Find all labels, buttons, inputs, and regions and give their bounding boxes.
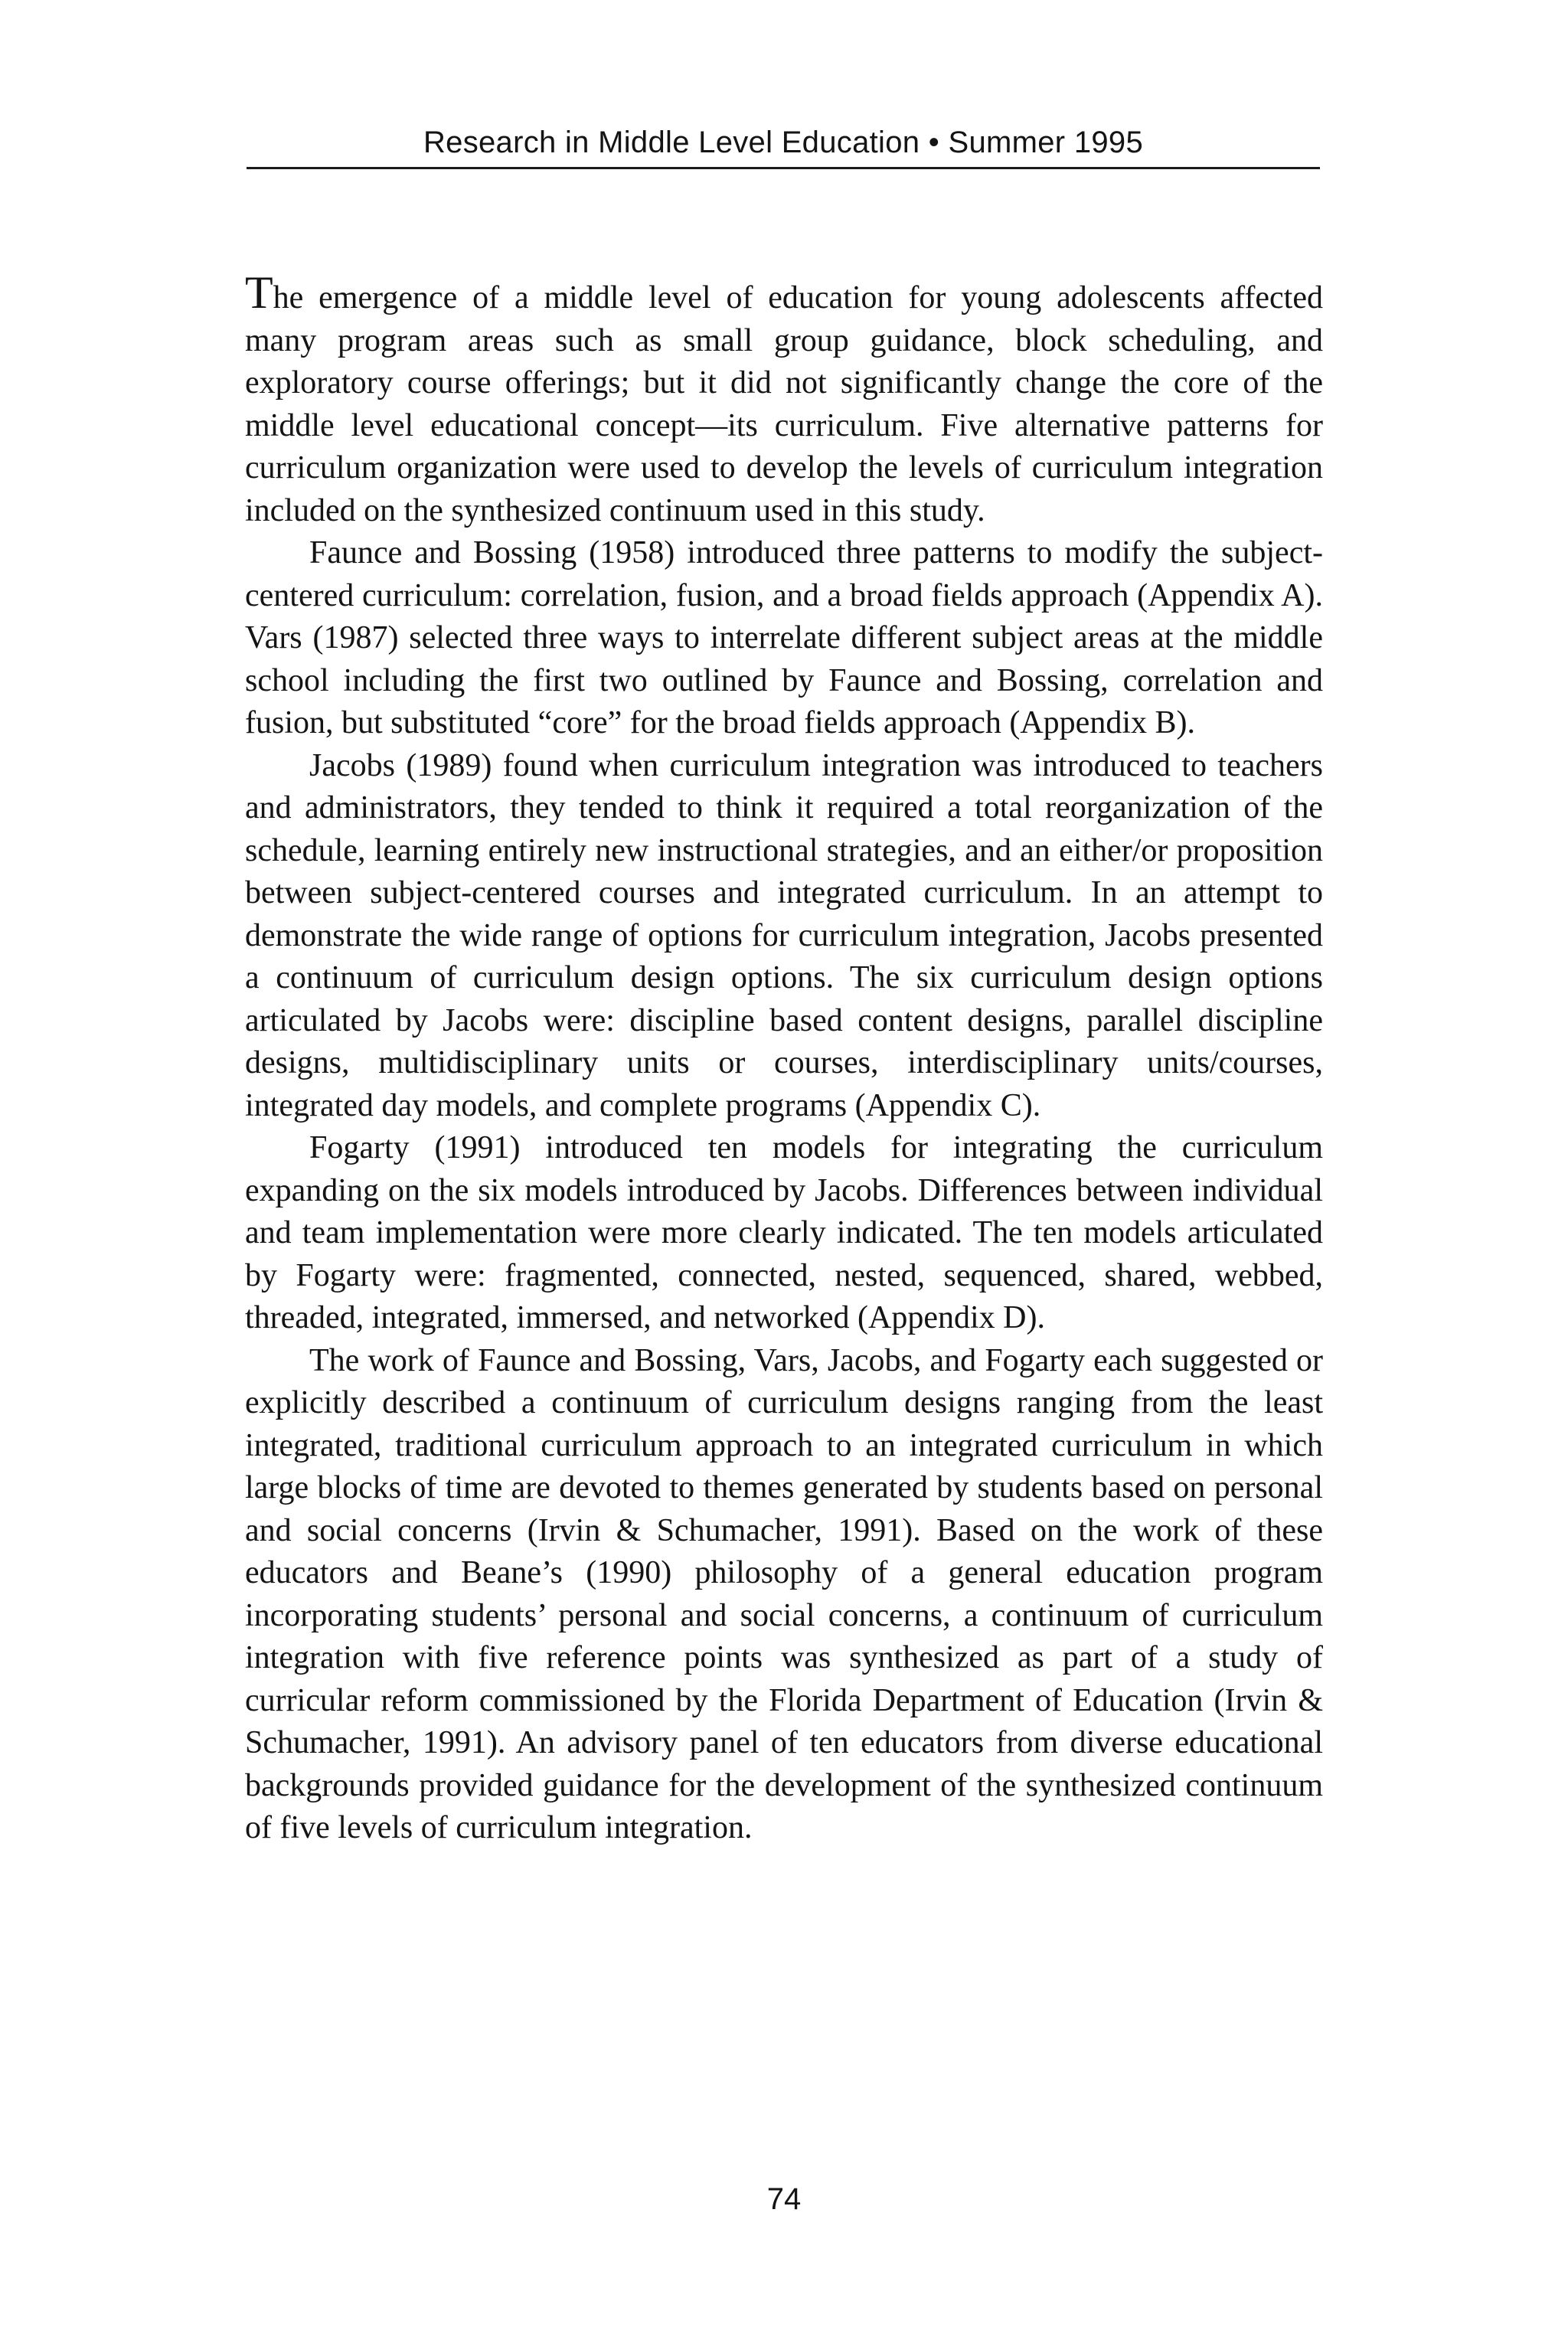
paragraph-3: Jacobs (1989) found when curriculum integration was introduced to teachers and administrators, they tended to think it required a total reorganization of the schedule, learning entirely new instructional strategies, and an either/or proposition between subject-centered courses and integrated curriculum. In an attempt to demonstrate the wide range of options for curriculum integration, Jacobs presented a continuum of curriculum design options. The six curriculum design options articulated by Jacobs were: discipline based content designs, parallel discipline designs, multidisciplinary units or courses, interdisciplinary units/courses, integrated day models, and complete programs (Appendix C). bbox=[245, 747, 1323, 1123]
paragraph-5: The work of Faunce and Bossing, Vars, Jacobs, and Fogarty each suggested or explicitly described a continuum of curriculum designs ranging from the least integrated, traditional curriculum approach to an integrated curriculum in which large blocks of time are devoted to themes generated by students based on personal and social concerns (Irvin & Schumacher, 1991). Based on the work of these educators and Beane’s (1990) philosophy of a general education program incorporating students’ personal and social concerns, a continuum of curriculum integration with five reference points was synthesized as part of a study of curricular reform commissioned by the Florida Department of Education (Irvin & Schumacher, 1991). An advisory panel of ten educators from diverse educational backgrounds provided guidance for the development of the synthesized continuum of five levels of curriculum integration. bbox=[245, 1342, 1323, 1845]
head-separator: • bbox=[928, 126, 940, 159]
page-number: 74 bbox=[766, 2182, 802, 2216]
issue-date: Summer 1995 bbox=[948, 126, 1144, 159]
paragraph-1-text: he emergence of a middle level of education for young adolescents affected many program areas such as small group guidance, block scheduling, and exploratory course offerings; but it did not significantly change the core of the middle level educational concept—its curriculum. Five alternative patterns for curriculum organization were used to develop the levels of curriculum integration included on the synthesized continuum used in this study. bbox=[245, 280, 1323, 528]
journal-title: Research in Middle Level Education bbox=[423, 126, 920, 159]
header-rule bbox=[247, 167, 1320, 169]
paragraph-4: Fogarty (1991) introduced ten models for integrating the curriculum expanding on the six models introduced by Jacobs. Differences between individual and team implementation were more clearly indicated. The ten models articulated by Fogarty were: fragmented, connected, nested, sequenced, shared, webbed, threaded, integrated, immersed, and networked (Appendix D). bbox=[245, 1130, 1323, 1335]
paragraph-2: Faunce and Bossing (1958) introduced three patterns to modify the subject-centered curriculum: correlation, fusion, and a broad fields approach (Appendix A). Vars (1987) selected three ways to interrelate different subject areas at the middle school including the first two outlined by Faunce and Bossing, correlation and fusion, but substituted “core” for the broad fields approach (Appendix B). bbox=[245, 535, 1323, 740]
running-head bbox=[247, 124, 1320, 161]
drop-cap: T bbox=[245, 267, 273, 318]
article-body bbox=[245, 267, 1323, 1850]
paragraph-1 bbox=[245, 267, 1323, 532]
